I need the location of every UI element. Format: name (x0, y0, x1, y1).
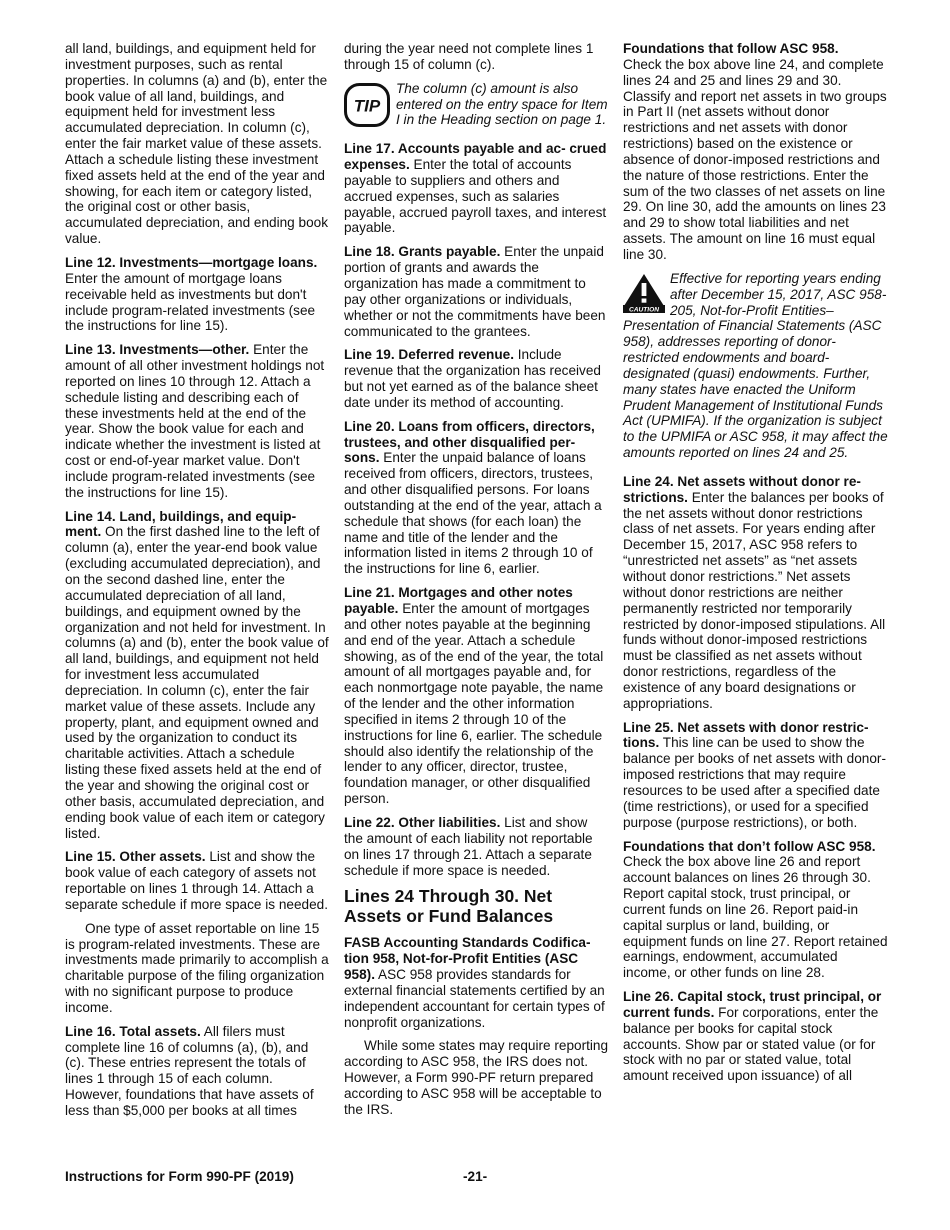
paragraph-foundations-follow-asc-958: Foundations that follow ASC 958. Check the box above line 24, and complete lines 24 and 25 and lines 29 and 30. Classify and report net assets in two groups in Part II (net assets without donor restrictions and net assets with donor restrictions) based on the existence or absence of donor-imposed restrictions and the nature of those restrictions. Enter the sum of the two classes of net assets on line 29. On line 30, add the amounts on lines 23 and 29 to show total liabilities and net assets. The amount on line 16 must equal line 30. (623, 41, 887, 262)
paragraph-line-12: Line 12. Investments—mortgage loans. Enter the amount of mortgage loans receivable held as investments but don't include program-related investments (see the instructions for line 15). (65, 254, 318, 334)
line-18-heading: Line 18. Grants payable. (344, 244, 501, 260)
line-12-heading: Line 12. Investments—mortgage loans. (65, 254, 318, 270)
foundations-dont-follow-heading: Foundations that don’t follow ASC 958. (623, 838, 876, 854)
line-22-heading: Line 22. Other liabilities. (344, 814, 501, 830)
fasb-heading: FASB Accounting Standards Codifica- tion 958, Not-for-Profit Entities (ASC 958). (344, 935, 591, 983)
line-13-heading: Line 13. Investments—other. (65, 342, 250, 358)
paragraph-line-16: Line 16. Total assets. All filers must complete line 16 of columns (a), (b), and (c). These entries represent the totals of lines 1 through 15 of each column. However, foundations that have assets of less than $5,000 per books at all times (65, 1023, 314, 1118)
column-right (623, 41, 888, 1092)
paragraph-foundations-dont-follow-asc-958: Foundations that don’t follow ASC 958. Check the box above line 26 and report account balances on lines 26 through 30. Report capital stock, trust principal, or current funds on line 26. Report paid-in capital surplus or land, building, or equipment funds on line 27. Report retained earnings, endowment, accumulated income, or other funds on line 28. (623, 838, 888, 981)
paragraph-line-20: Line 20. Loans from officers, directors, trustees, and other disqualified per- sons. Enter the unpaid balance of loans received from officers, directors, trustees, and other disqualified persons. For loans outstanding at the end of the year, attach a schedule that shows (for each loan) the name and title of the lender and the information listed in items 2 through 10 of the instructions for line 6, earlier. (344, 418, 602, 577)
section-heading-net-assets: Lines 24 Through 30. Net Assets or Fund Balances (344, 886, 554, 927)
tip-label: TIP (353, 96, 381, 116)
paragraph-fasb-asc-958: FASB Accounting Standards Codifica- tion 958, Not-for-Profit Entities (ASC 958). ASC 958 provides standards for external financial statements certified by an independent accountant for certain types of nonprofit organizations. (344, 935, 605, 1030)
tip-icon (344, 83, 390, 127)
tip-text: The column (c) amount is also entered on the entry space for Item I in the Heading section on page 1. (396, 80, 608, 128)
paragraph-line-21: Line 21. Mortgages and other notes payable. Enter the amount of mortgages and other notes payable at the beginning and end of the year. Attach a schedule showing, as of the end of the year, the total amount of all mortgages payable and, for each nonmortgage note payable, the name of the lender and the other information specified in items 2 through 10 of the instructions for line 6, earlier. The schedule should also identify the relationship of the lender to any officer, director, trustee, foundation manager, or other disqualified person. (344, 585, 604, 807)
line-15-heading: Line 15. Other assets. (65, 849, 206, 865)
paragraph-line-16-continued: during the year need not complete lines 1 through 15 of column (c). (344, 41, 594, 72)
caution-note (623, 271, 888, 461)
line-26-heading: Line 26. Capital stock, trust principal, or current funds. (623, 989, 882, 1020)
paragraph-line-22: Line 22. Other liabilities. List and show the amount of each liability not reportable on lines 17 through 21. Attach a separate schedule if more space is needed. (344, 814, 593, 878)
paragraph-program-related-investments: One type of asset reportable on line 15 is program-related investments. These are investments made primarily to accomplish a charitable purpose of the filing organization with no significant purpose to produce income. (65, 920, 329, 1015)
caution-label: CAUTION (628, 306, 660, 313)
caution-icon (623, 273, 665, 313)
line-16-heading: Line 16. Total assets. (65, 1023, 201, 1039)
column-left (65, 41, 330, 1127)
paragraph-line-14: Line 14. Land, buildings, and equip- ment. On the first dashed line to the left of column (a), enter the year-end book value (excluding accumulated depreciation), and on the second dashed line, enter the accumulated depreciation of all land, buildings, and equipment owned by the organization and not held for investment. In columns (a) and (b), enter the book value of all land, buildings, and equipment not held for investment less accumulated depreciation. In column (c), enter the fair market value of these assets. Include any property, plant, and equipment owned and used by the organization to conduct its charitable activities. Attach a schedule listing these fixed assets held at the end of the year and showing the original cost or other basis, accumulated depreciation, and ending book value of each item or category listed. (65, 508, 329, 841)
paragraph-line-26: Line 26. Capital stock, trust principal, or current funds. For corporations, enter the balance per books for capital stock accounts. Show par or stated value (or for stock with no par or stated value, total amount received upon issuance) of all (623, 989, 882, 1084)
footer-page-number: -21- (463, 1169, 488, 1184)
line-20-heading: Line 20. Loans from officers, directors, trustees, and other disqualified per- sons. (344, 418, 595, 466)
line-19-heading: Line 19. Deferred revenue. (344, 347, 514, 363)
paragraph-land-buildings-investment: all land, buildings, and equipment held for investment purposes, such as rental properties. In columns (a) and (b), enter the book value of all land, buildings, and equipment held for investment less accumulated depreciation. In column (c), enter the fair market value of these assets. Attach a schedule listing these investment fixed assets held at the end of the year and showing, for each item or category listed, the original cost or other basis, accumulated depreciation, and ending book value. (65, 41, 329, 247)
paragraph-line-24: Line 24. Net assets without donor re- strictions. Enter the balances per books of the net assets without donor restrictions class of net assets. For years ending after December 15, 2017, ASC 958 refers to “unrestricted net assets” as “net assets without donor restrictions.” Net assets without donor restrictions are neither permanently restricted nor temporarily restricted by donor-imposed stipulations. All funds without donor-imposed restrictions must be classified as net assets without donor restrictions, regardless of the existence of any board designations or appropriations. (623, 473, 886, 711)
line-25-heading: Line 25. Net assets with donor restric- tions. (623, 719, 869, 751)
paragraph-line-19: Line 19. Deferred revenue. Include revenue that the organization has received but not yet earned as of the balance sheet date under its method of accounting. (344, 347, 601, 410)
foundations-follow-heading: Foundations that follow ASC 958. (623, 41, 839, 56)
paragraph-line-17: Line 17. Accounts payable and ac- crued expenses. Enter the total of accounts payable to suppliers and others and accrued expenses, such as salaries payable, accrued payroll taxes, and interest payable. (344, 141, 607, 236)
paragraph-asc-958-irs: While some states may require reporting according to ASC 958, the IRS does not. However, a Form 990-PF return prepared according to ASC 958 will be acceptable to the IRS. (344, 1038, 609, 1117)
caution-text: Effective for reporting years ending after December 15, 2017, ASC 958-205, Not-for-Profit Entities–Presentation of Financial Statements (ASC 958), addresses reporting of donor-restricted endowments and board-designated (quasi) endowments. Further, many states have enacted the Uniform Prudent Management of Institutional Funds Act (UPMIFA). If the organization is subject to the UPMIFA or ASC 958, it may affect the amounts reported on lines 24 and 25. (623, 270, 888, 461)
footer-form-title: Instructions for Form 990-PF (2019) (65, 1169, 294, 1184)
paragraph-line-25: Line 25. Net assets with donor restric- tions. This line can be used to show the balance per books of net assets with donor-imposed restrictions that may require resources to be used after a specified date (time restrictions), or used for a specified purpose (purpose restrictions), or both. (623, 719, 886, 830)
column-middle (344, 41, 609, 1126)
line-17-heading: Line 17. Accounts payable and ac- crued expenses. (344, 141, 607, 173)
paragraph-line-13: Line 13. Investments—other. Enter the amount of all other investment holdings not reported on lines 10 through 12. Attach a schedule listing and describing each of these investments held at the end of the year. Show the book value for each and indicate whether the investment is listed at cost or end-of-year market value. Don't include program-related investments (see the instructions for line 15). (65, 342, 325, 500)
paragraph-line-18: Line 18. Grants payable. Enter the unpaid portion of grants and awards the organization has made a commitment to pay other organizations or individuals, whether or not the commitments have been communicated to the grantees. (344, 244, 606, 339)
line-21-heading: Line 21. Mortgages and other notes payable. (344, 585, 573, 616)
line-14-heading: Line 14. Land, buildings, and equip- ment. (65, 508, 297, 540)
paragraph-line-15: Line 15. Other assets. List and show the book value of each category of assets not reportable on lines 1 through 14. Attach a separate schedule if more space is needed. (65, 849, 328, 912)
line-24-heading: Line 24. Net assets without donor re- strictions. (623, 473, 861, 505)
tip-note (344, 81, 609, 129)
